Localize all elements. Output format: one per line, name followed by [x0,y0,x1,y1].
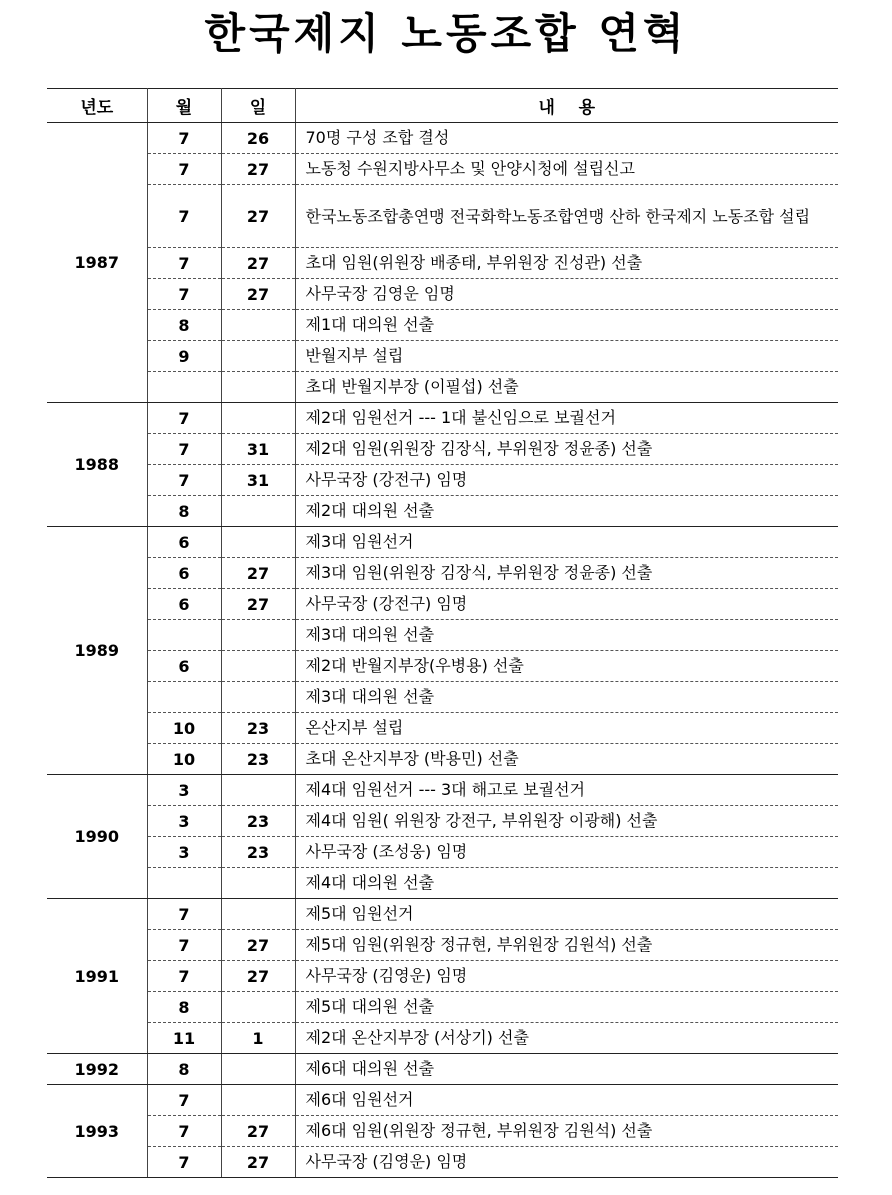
day-cell: 27 [221,961,295,992]
month-cell: 7 [147,930,221,961]
content-cell: 사무국장 (강전구) 임명 [295,465,838,496]
month-cell: 7 [147,434,221,465]
month-cell: 7 [147,123,221,154]
month-cell: 8 [147,992,221,1023]
table-row [47,310,838,341]
table-row [47,123,838,154]
content-cell: 초대 반월지부장 (이필섭) 선출 [295,372,838,403]
day-cell [221,1085,295,1116]
header-content: 내 용 [295,89,838,123]
day-cell: 23 [221,806,295,837]
content-cell: 노동청 수원지방사무소 및 안양시청에 설립신고 [295,154,838,185]
month-cell: 9 [147,341,221,372]
table-row [47,992,838,1023]
month-cell: 10 [147,744,221,775]
year-cell: 1990 [47,775,147,899]
table-row [47,806,838,837]
content-cell: 제5대 임원(위원장 정규현, 부위원장 김원석) 선출 [295,930,838,961]
day-cell: 27 [221,185,295,248]
month-cell: 3 [147,775,221,806]
table-row [47,558,838,589]
table-row [47,651,838,682]
table-row [47,899,838,930]
day-cell: 27 [221,589,295,620]
month-cell: 7 [147,154,221,185]
content-cell: 사무국장 (김영운) 임명 [295,1147,838,1178]
month-cell: 8 [147,496,221,527]
content-cell: 사무국장 (조성웅) 임명 [295,837,838,868]
month-cell: 7 [147,899,221,930]
content-cell: 온산지부 설립 [295,713,838,744]
day-cell [221,899,295,930]
year-cell: 1989 [47,527,147,775]
day-cell: 27 [221,558,295,589]
content-cell: 제2대 온산지부장 (서상기) 선출 [295,1023,838,1054]
day-cell [221,341,295,372]
table-header [47,89,838,123]
day-cell [221,1054,295,1085]
day-cell: 23 [221,713,295,744]
content-cell: 제4대 임원( 위원장 강전구, 부위원장 이광해) 선출 [295,806,838,837]
table-row [47,279,838,310]
table-row [47,744,838,775]
content-cell: 제6대 임원(위원장 정규현, 부위원장 김원석) 선출 [295,1116,838,1147]
table-row [47,248,838,279]
content-cell: 제6대 대의원 선출 [295,1054,838,1085]
month-cell: 7 [147,248,221,279]
year-cell: 1991 [47,899,147,1054]
day-cell [221,775,295,806]
content-cell: 반월지부 설립 [295,341,838,372]
table-row [47,620,838,651]
content-cell: 제3대 임원(위원장 김장식, 부위원장 정윤종) 선출 [295,558,838,589]
month-cell: 7 [147,279,221,310]
day-cell [221,992,295,1023]
year-cell: 1987 [47,123,147,403]
content-cell: 제5대 임원선거 [295,899,838,930]
month-cell: 11 [147,1023,221,1054]
content-cell: 사무국장 (김영운) 임명 [295,961,838,992]
day-cell: 27 [221,279,295,310]
day-cell [221,682,295,713]
day-cell: 31 [221,434,295,465]
day-cell [221,496,295,527]
day-cell: 27 [221,154,295,185]
content-cell: 제4대 대의원 선출 [295,868,838,899]
table-row [47,837,838,868]
day-cell: 1 [221,1023,295,1054]
day-cell [221,651,295,682]
content-cell: 제2대 대의원 선출 [295,496,838,527]
table-row [47,961,838,992]
content-cell: 초대 온산지부장 (박용민) 선출 [295,744,838,775]
header-year: 년도 [47,89,147,123]
month-cell: 7 [147,403,221,434]
table-row [47,1023,838,1054]
table-row [47,465,838,496]
day-cell: 27 [221,248,295,279]
table-row [47,434,838,465]
month-cell [147,620,221,651]
month-cell [147,868,221,899]
document-title: 한국제지 노동조합 연혁 [204,9,688,58]
header-row [47,89,838,123]
content-cell: 제2대 반월지부장(우병용) 선출 [295,651,838,682]
table-row [47,1085,838,1116]
content-cell: 초대 임원(위원장 배종태, 부위원장 진성관) 선출 [295,248,838,279]
day-cell: 27 [221,930,295,961]
content-cell: 제5대 대의원 선출 [295,992,838,1023]
table-row [47,589,838,620]
month-cell: 7 [147,185,221,248]
content-cell: 제2대 임원선거 --- 1대 불신임으로 보궐선거 [295,403,838,434]
table-row [47,185,838,248]
day-cell [221,527,295,558]
month-cell: 7 [147,1085,221,1116]
table-row [47,1116,838,1147]
content-cell: 한국노동조합총연맹 전국화학노동조합연맹 산하 한국제지 노동조합 설립 [295,185,838,248]
content-cell: 제3대 대의원 선출 [295,620,838,651]
content-cell: 제1대 대의원 선출 [295,310,838,341]
month-cell: 6 [147,527,221,558]
day-cell [221,310,295,341]
table-row [47,372,838,403]
table-row [47,775,838,806]
content-cell: 제4대 임원선거 --- 3대 해고로 보궐선거 [295,775,838,806]
month-cell: 10 [147,713,221,744]
year-cell: 1988 [47,403,147,527]
month-cell: 8 [147,1054,221,1085]
month-cell: 6 [147,558,221,589]
table-row [47,527,838,558]
content-cell: 사무국장 김영운 임명 [295,279,838,310]
table-row [47,713,838,744]
table-row [47,341,838,372]
header-day: 일 [221,89,295,123]
content-cell: 제6대 임원선거 [295,1085,838,1116]
day-cell: 23 [221,837,295,868]
table-body [47,123,838,1178]
month-cell [147,372,221,403]
day-cell [221,372,295,403]
content-cell: 제3대 대의원 선출 [295,682,838,713]
month-cell: 7 [147,961,221,992]
month-cell: 3 [147,837,221,868]
day-cell: 27 [221,1116,295,1147]
table-row [47,154,838,185]
day-cell [221,620,295,651]
month-cell: 6 [147,651,221,682]
day-cell [221,403,295,434]
day-cell [221,868,295,899]
table-row [47,1147,838,1178]
content-cell: 사무국장 (강전구) 임명 [295,589,838,620]
content-cell: 제3대 임원선거 [295,527,838,558]
content-cell: 제2대 임원(위원장 김장식, 부위원장 정윤종) 선출 [295,434,838,465]
month-cell: 7 [147,465,221,496]
table-row [47,868,838,899]
month-cell [147,682,221,713]
header-month: 월 [147,89,221,123]
month-cell: 7 [147,1116,221,1147]
year-cell: 1993 [47,1085,147,1178]
day-cell: 27 [221,1147,295,1178]
table-row [47,930,838,961]
history-table [47,88,838,1178]
day-cell: 26 [221,123,295,154]
year-cell: 1992 [47,1054,147,1085]
day-cell: 23 [221,744,295,775]
month-cell: 8 [147,310,221,341]
month-cell: 6 [147,589,221,620]
content-cell: 70명 구성 조합 결성 [295,123,838,154]
table-row [47,682,838,713]
day-cell: 31 [221,465,295,496]
month-cell: 3 [147,806,221,837]
table-row [47,403,838,434]
table-row [47,1054,838,1085]
table-row [47,496,838,527]
month-cell: 7 [147,1147,221,1178]
